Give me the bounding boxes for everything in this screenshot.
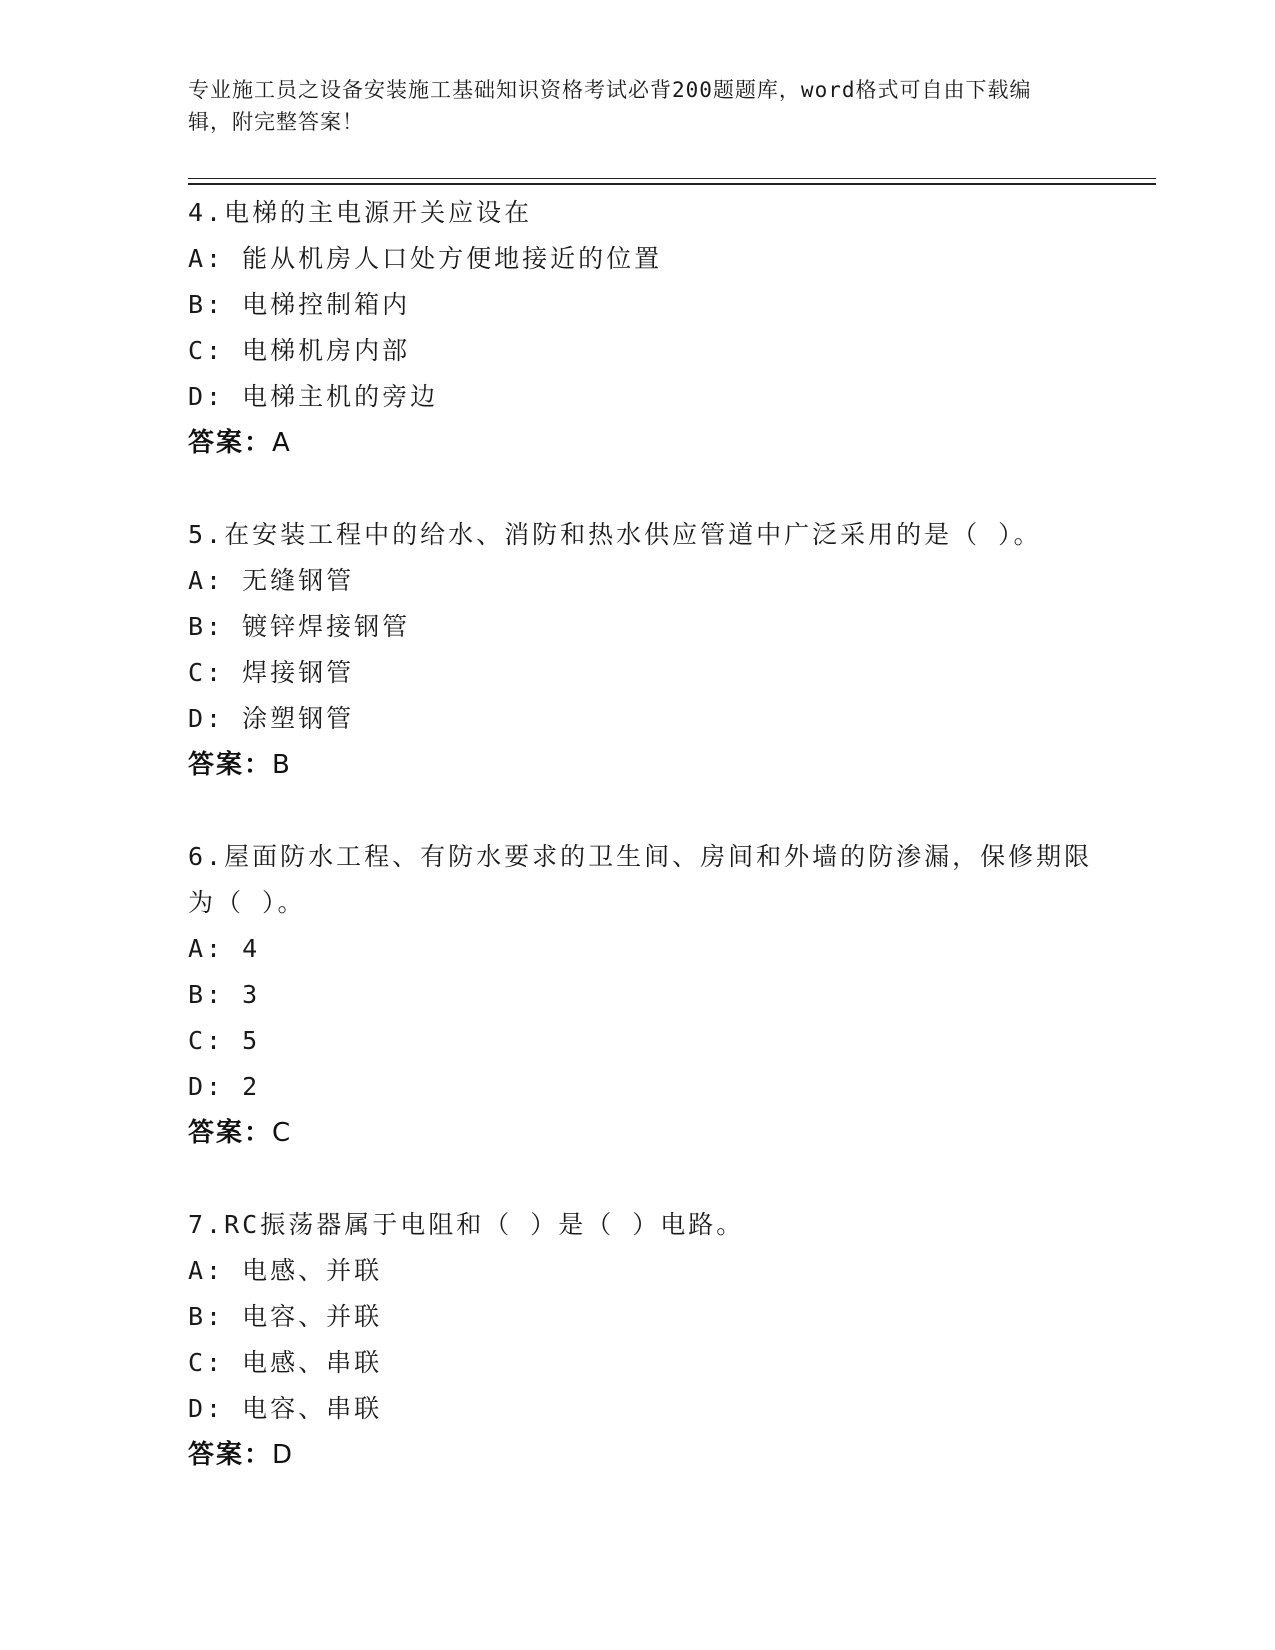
option-letter: B:	[188, 1302, 243, 1331]
answer-value: B	[272, 750, 292, 780]
option-b	[188, 972, 1108, 1018]
answer-line	[188, 742, 1108, 788]
option-text: 电梯控制箱内	[242, 290, 411, 319]
option-c	[188, 1340, 1108, 1386]
option-d	[188, 1064, 1108, 1110]
option-letter: B:	[188, 290, 243, 319]
option-d	[188, 374, 1108, 420]
option-b	[188, 282, 1108, 328]
option-letter: D:	[188, 382, 243, 411]
option-d	[188, 696, 1108, 742]
question-item	[188, 190, 1108, 466]
option-c	[188, 328, 1108, 374]
option-text: 涂塑钢管	[242, 704, 355, 733]
option-text: 电容、串联	[242, 1394, 383, 1423]
option-letter: B:	[188, 612, 243, 641]
option-letter: A:	[188, 1256, 243, 1285]
document-header: 专业施工员之设备安装施工基础知识资格考试必背200题题库，word格式可自由下载编辑，附完整答案！	[188, 78, 1032, 134]
option-text: 能从机房人口处方便地接近的位置	[242, 244, 663, 273]
option-letter: D:	[188, 704, 243, 733]
option-a	[188, 236, 1108, 282]
option-letter: C:	[188, 1348, 243, 1377]
option-a	[188, 558, 1108, 604]
answer-value: C	[272, 1118, 293, 1148]
option-letter: A:	[188, 244, 243, 273]
question-stem: 6.屋面防水工程、有防水要求的卫生间、房间和外墙的防渗漏，保修期限为（ ）。	[188, 842, 1093, 917]
option-text: 5	[242, 1026, 261, 1055]
answer-label: 答案：	[188, 428, 273, 458]
header-divider-thick	[188, 183, 1156, 185]
option-letter: A:	[188, 566, 243, 595]
option-letter: C:	[188, 658, 243, 687]
option-c	[188, 650, 1108, 696]
option-text: 无缝钢管	[242, 566, 355, 595]
option-b	[188, 1294, 1108, 1340]
question-item	[188, 1202, 1108, 1478]
option-letter: A:	[188, 934, 243, 963]
option-text: 电感、串联	[242, 1348, 383, 1377]
answer-line	[188, 420, 1108, 466]
option-text: 2	[242, 1072, 261, 1101]
option-text: 电梯主机的旁边	[242, 382, 439, 411]
answer-value: A	[272, 428, 292, 458]
question-stem: 5.在安装工程中的给水、消防和热水供应管道中广泛采用的是（ ）。	[188, 520, 1042, 549]
answer-label: 答案：	[188, 750, 273, 780]
question-item	[188, 512, 1108, 788]
option-b	[188, 604, 1108, 650]
option-letter: C:	[188, 336, 243, 365]
question-stem: 4.电梯的主电源开关应设在	[188, 198, 533, 227]
answer-line	[188, 1110, 1108, 1156]
option-text: 4	[242, 934, 261, 963]
question-stem: 7.RC振荡器属于电阻和（ ）是（ ）电路。	[188, 1210, 745, 1239]
option-letter: D:	[188, 1072, 243, 1101]
option-text: 焊接钢管	[242, 658, 355, 687]
option-a	[188, 926, 1108, 972]
option-c	[188, 1018, 1108, 1064]
answer-value: D	[272, 1440, 295, 1470]
option-text: 电容、并联	[242, 1302, 383, 1331]
answer-label: 答案：	[188, 1440, 273, 1470]
option-d	[188, 1386, 1108, 1432]
option-letter: D:	[188, 1394, 243, 1423]
answer-label: 答案：	[188, 1118, 273, 1148]
option-letter: B:	[188, 980, 243, 1009]
option-text: 电感、并联	[242, 1256, 383, 1285]
option-text: 镀锌焊接钢管	[242, 612, 411, 641]
option-text: 电梯机房内部	[242, 336, 411, 365]
option-text: 3	[242, 980, 261, 1009]
header-divider-thin	[188, 178, 1156, 179]
option-a	[188, 1248, 1108, 1294]
option-letter: C:	[188, 1026, 243, 1055]
question-item	[188, 834, 1108, 1156]
question-list	[188, 190, 1108, 1524]
answer-line	[188, 1432, 1108, 1478]
